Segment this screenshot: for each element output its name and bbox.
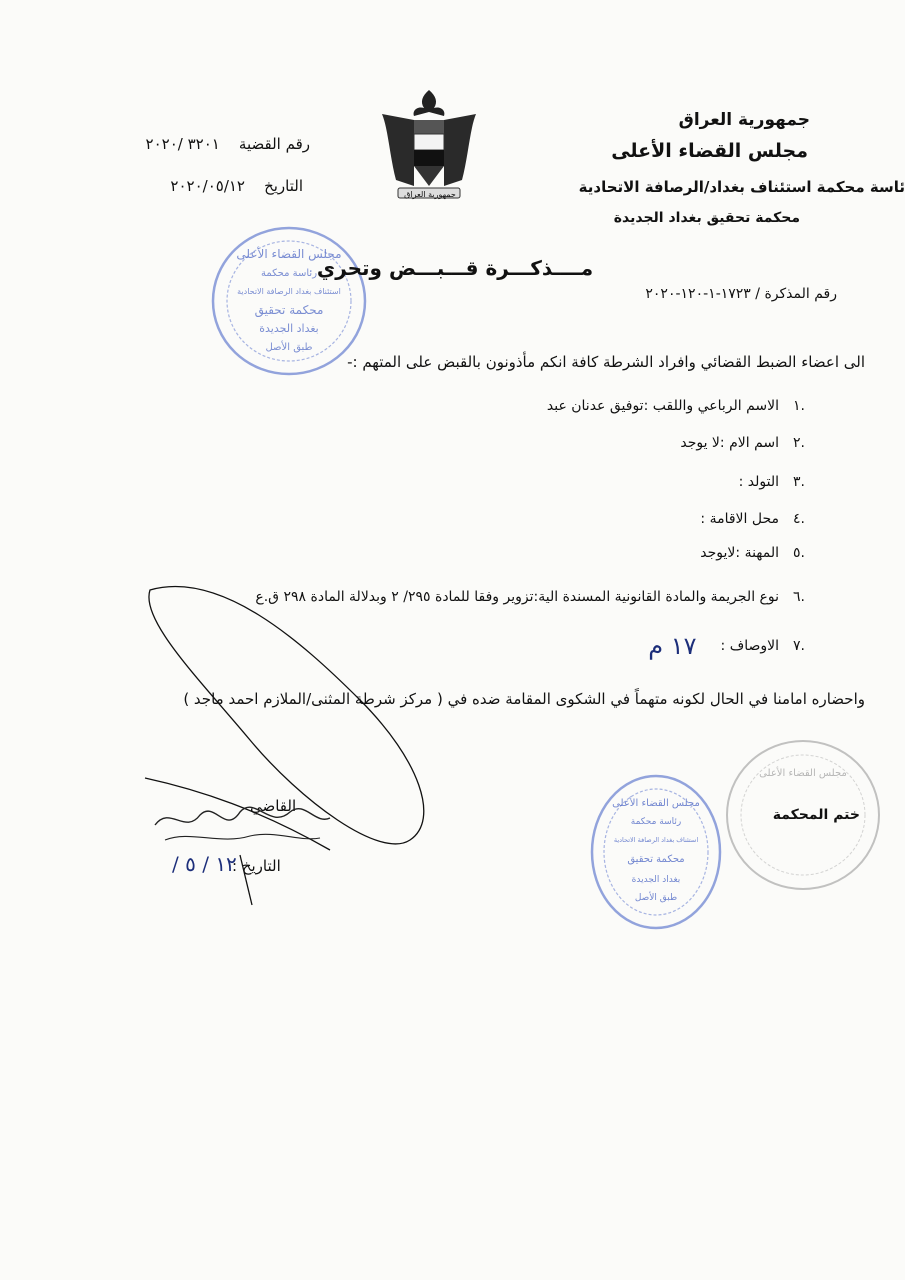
judge-signature-underline <box>165 834 320 840</box>
item-number: .٦ <box>793 589 805 605</box>
signature-date <box>232 857 281 875</box>
list-item <box>255 589 805 605</box>
stamp-bottom-line-4: محكمة تحقيق <box>627 854 685 865</box>
stamp-bottom-line-2: رئاسة محكمة <box>630 817 682 827</box>
stamp-faded-line-1: مجلس القضاء الأعلى <box>759 768 847 779</box>
list-item <box>700 511 805 527</box>
stamp-top-line-4: محكمة تحقيق <box>254 303 324 317</box>
subcourt-title: محكمة تحقيق بغداد الجديدة <box>613 210 800 226</box>
stamp-bottom-line-3: استئناف بغداد الرصافة الاتحادية <box>613 836 699 844</box>
court-stamp-bottom <box>588 772 724 932</box>
handwritten-date: ١٢ / ٥ / <box>172 852 237 876</box>
emblem-caption: جمهورية العراق <box>404 190 456 199</box>
stamp-top-line-2: رئاسة محكمة <box>260 268 318 279</box>
item-number: .٢ <box>793 435 805 451</box>
case-label: رقم القضية <box>238 135 310 153</box>
memo-number <box>645 286 837 302</box>
memo-title: مــــذكـــرة قـــبـــض وتحري <box>316 256 594 280</box>
item-text: المهنة :لايوجد <box>700 545 780 561</box>
list-item <box>547 398 805 414</box>
date-value: ٢٠٢٠/٠٥/١٢ <box>170 177 245 195</box>
item-text: محل الاقامة : <box>700 511 780 527</box>
item-text: الاوصاف : <box>720 638 780 654</box>
stamp-bottom-line-5: بغداد الجديدة <box>631 875 681 885</box>
bring-text: واحضاره امامنا في الحال لكونه متهماً في الشكوى المقامة ضده في ( مركز شرطة المثنى/الملازم احمد ماجد ) <box>183 690 865 708</box>
document-date <box>170 177 303 195</box>
list-item <box>680 435 805 451</box>
stamp-top-line-3: استئناف بغداد الرصافة الاتحادية <box>237 287 341 296</box>
stamp-top-line-5: بغداد الجديدة <box>259 322 319 335</box>
list-item <box>700 545 805 561</box>
stamp-top-line-6: طبق الأصل <box>265 342 313 353</box>
item-number: .٣ <box>793 474 805 490</box>
list-item <box>648 632 805 660</box>
item-number: .٧ <box>793 638 805 654</box>
item-text: نوع الجريمة والمادة القانونية المسندة الية:تزوير وفقا للمادة ٢٩٥/ ٢ وبدلالة المادة ٢٩٨ ق.ع <box>255 589 780 605</box>
stamp-bottom-line-6: طبق الأصل <box>634 893 678 903</box>
court-title: ئاسة محكمة استئناف بغداد/الرصافة الاتحادية <box>578 178 905 196</box>
intro-text: الى اعضاء الضبط القضائي وافراد الشرطة كافة انكم مأذونون بالقبض على المتهم :- <box>347 353 865 371</box>
council-title: مجلس القضاء الأعلى <box>611 140 808 162</box>
republic-title: جمهورية العراق <box>678 110 810 130</box>
date-label: التاريخ <box>264 177 303 195</box>
pen-stroke <box>145 778 330 850</box>
case-number <box>146 135 310 153</box>
handwritten-description: ١٧ م <box>648 632 697 660</box>
signature-date-label: التاريخ : <box>232 857 281 875</box>
court-stamp-top <box>208 222 370 380</box>
item-text: اسم الام :لا يوجد <box>680 435 780 451</box>
stamp-top-line-1: مجلس القضاء الأعلى <box>236 247 342 261</box>
judge-label: القاضي <box>250 797 297 815</box>
case-value: ٣٢٠١ /٢٠٢٠ <box>145 135 220 153</box>
item-number: .٤ <box>793 511 805 527</box>
court-stamp-label: ختم المحكمة <box>772 807 860 823</box>
item-number: .٥ <box>793 545 805 561</box>
stamp-bottom-line-1: مجلس القضاء الأعلى <box>612 798 700 809</box>
eagle-emblem-icon <box>378 88 480 204</box>
item-text: التولد : <box>738 474 780 490</box>
item-text: الاسم الرباعي واللقب :توفيق عدنان عبد <box>546 398 780 414</box>
list-item <box>739 474 805 490</box>
judge-signature <box>155 807 330 825</box>
item-number: .١ <box>793 398 805 414</box>
memo-label: رقم المذكرة / <box>755 286 837 302</box>
memo-value: ١٧٢٣-١-١٢٠-٢٠٢٠ <box>645 286 751 302</box>
court-stamp-faded <box>723 736 883 894</box>
